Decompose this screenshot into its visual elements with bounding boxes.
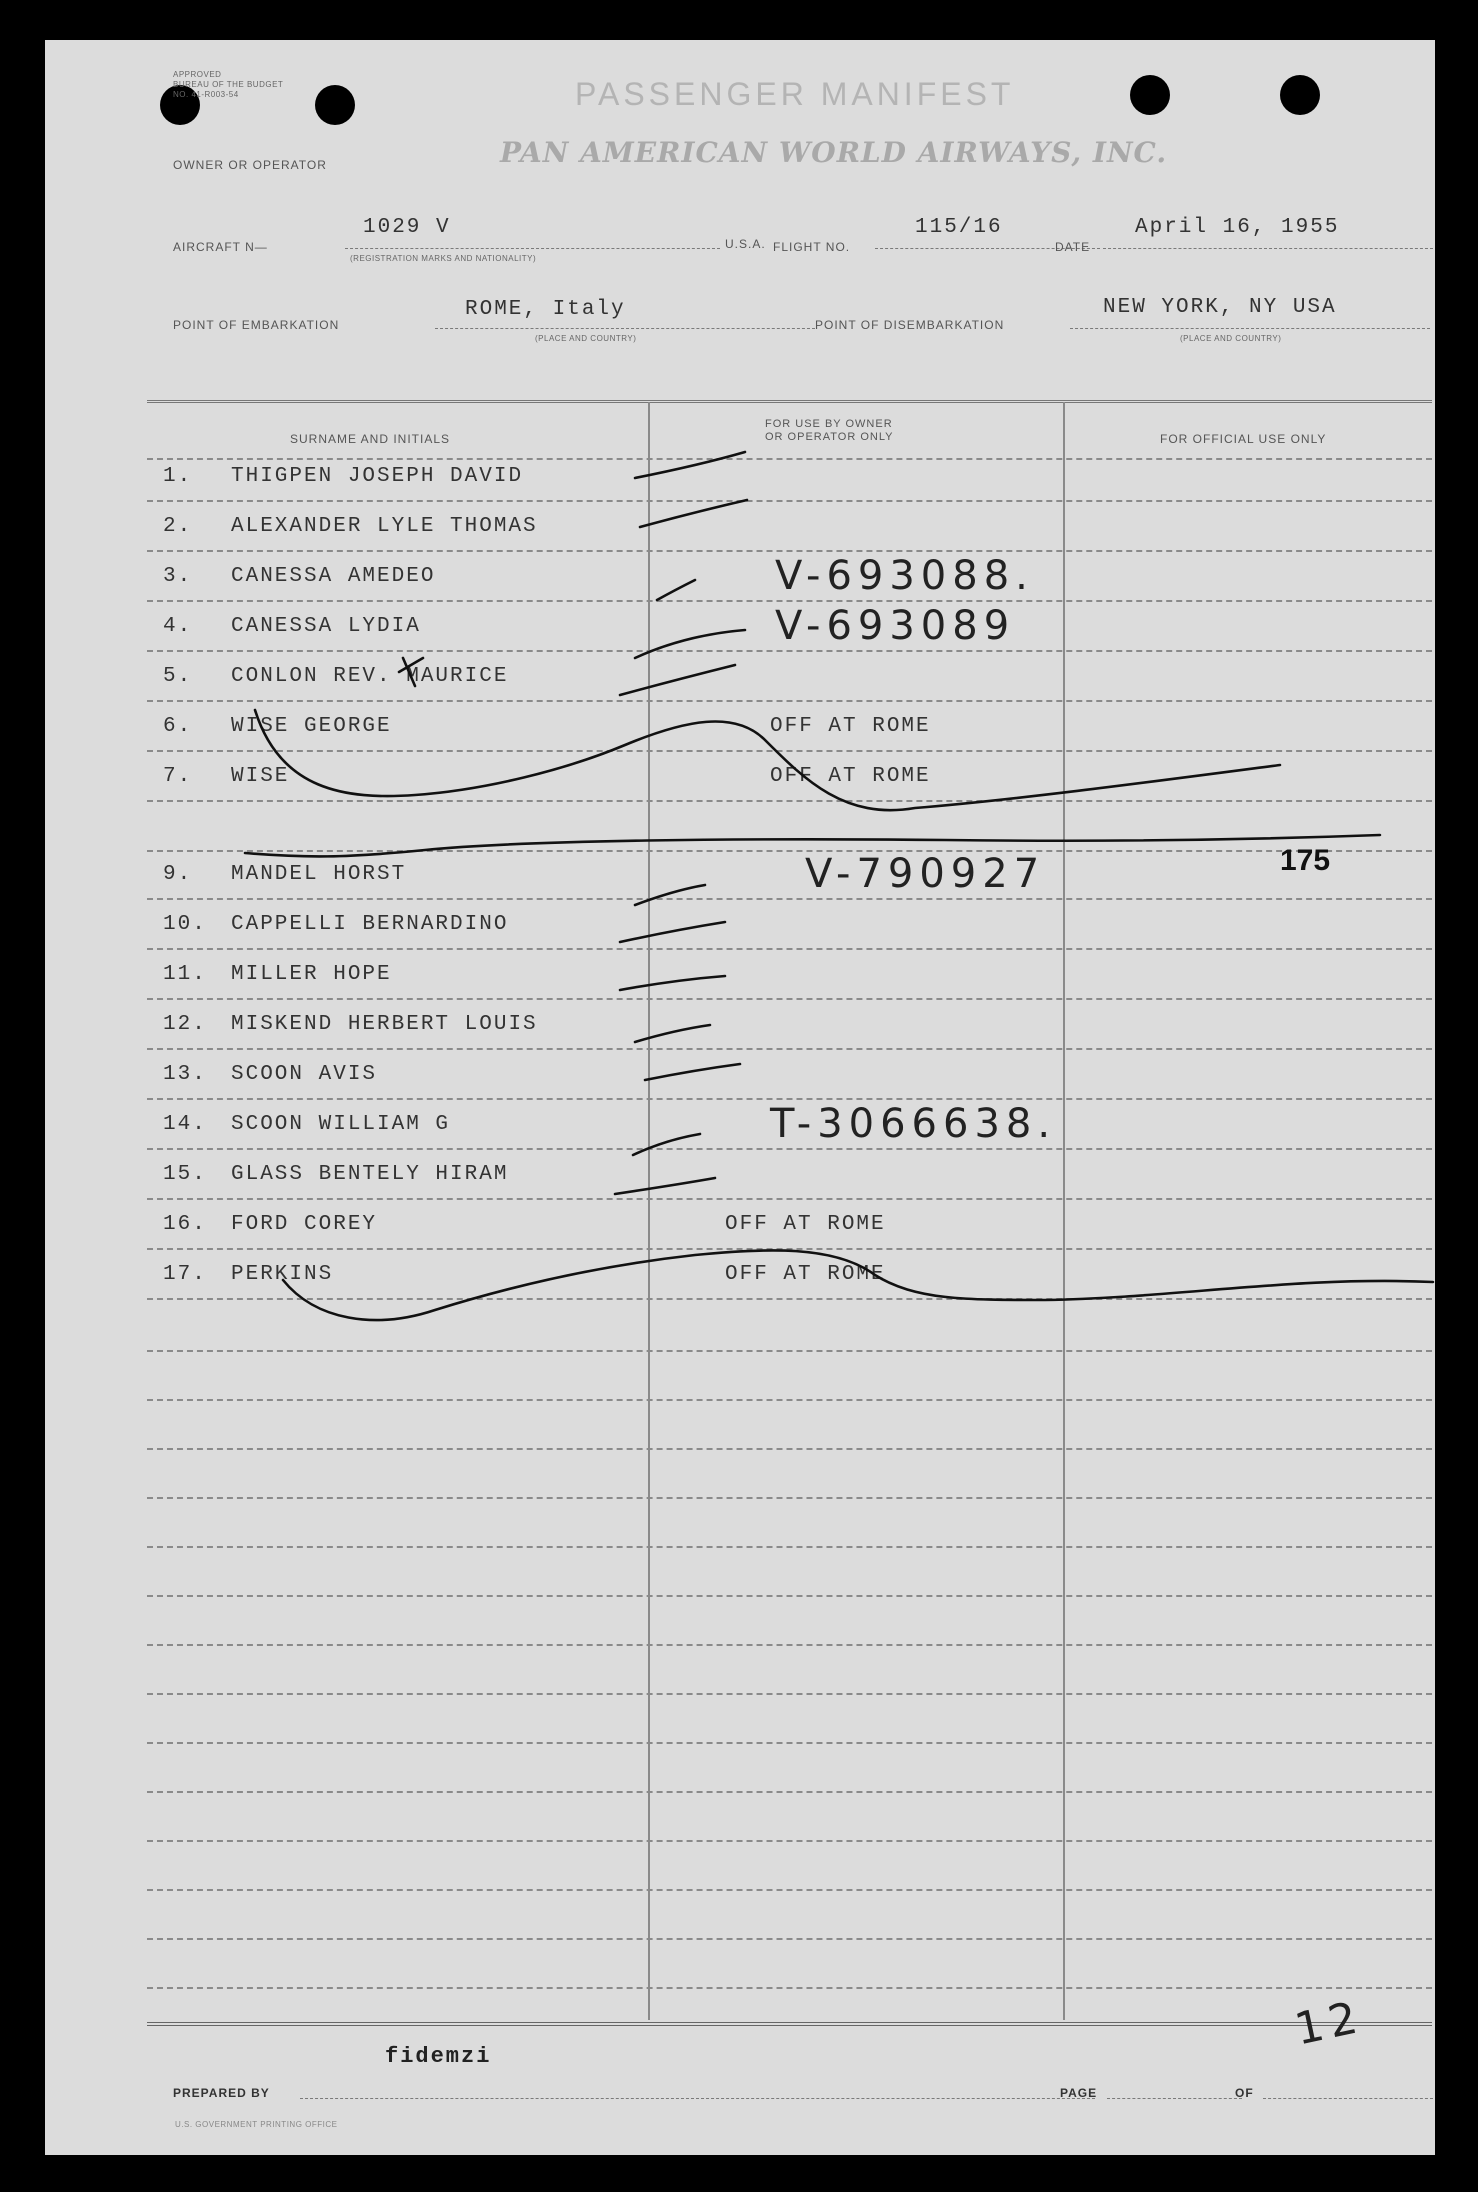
empty-row-rule	[147, 1742, 1432, 1744]
passenger-number: 6.	[163, 715, 193, 738]
tick-mark-10	[620, 922, 725, 942]
embarkation-value: ROME, Italy	[465, 298, 626, 321]
manifest-sheet	[45, 40, 1435, 2155]
row-rule	[147, 600, 1432, 602]
tick-mark-11	[620, 976, 725, 990]
empty-row-rule	[147, 1693, 1432, 1695]
date-value: April 16, 1955	[1135, 216, 1340, 239]
passenger-name: PERKINS	[231, 1263, 334, 1286]
date-label: DATE	[1055, 240, 1091, 254]
visa-number: V-693088.	[775, 553, 1034, 599]
count-175: 175	[1280, 844, 1331, 877]
passenger-name: MANDEL HORST	[231, 863, 407, 886]
passenger-name: SCOON WILLIAM G	[231, 1113, 451, 1136]
embarkation-underline	[435, 328, 815, 329]
passenger-number: 4.	[163, 615, 193, 638]
owner-value: PAN AMERICAN WORLD AIRWAYS, INC.	[500, 136, 1168, 169]
embarkation-note: (PLACE AND COUNTRY)	[535, 334, 637, 343]
row-rule	[147, 850, 1432, 852]
row-rule	[147, 948, 1432, 950]
stamp-line-2: BUREAU OF THE BUDGET	[173, 80, 284, 89]
visa-number: V-693089	[775, 603, 1016, 649]
operator-note: OFF AT ROME	[770, 715, 931, 738]
passenger-number: 14.	[163, 1113, 207, 1136]
passenger-number: 7.	[163, 765, 193, 788]
passenger-number: 11.	[163, 963, 207, 986]
row-rule	[147, 750, 1432, 752]
column-header-official: FOR OFFICIAL USE ONLY	[1160, 432, 1327, 446]
empty-row-rule	[147, 1350, 1432, 1352]
tick-mark-2	[640, 500, 747, 527]
passenger-name: MILLER HOPE	[231, 963, 392, 986]
column-header-operator-1: FOR USE BY OWNER	[765, 418, 893, 430]
tick-mark-12	[635, 1025, 710, 1042]
row-rule	[147, 1048, 1432, 1050]
empty-row-rule	[147, 1987, 1432, 1989]
of-label: OF	[1235, 2086, 1254, 2100]
disembarkation-note: (PLACE AND COUNTRY)	[1180, 334, 1282, 343]
empty-row-rule	[147, 1938, 1432, 1940]
passenger-name: WISE	[231, 765, 290, 788]
passenger-number: 16.	[163, 1213, 207, 1236]
aircraft-value: 1029 V	[363, 216, 451, 239]
punch-hole-4	[1280, 75, 1320, 115]
visa-number: V-790927	[805, 851, 1046, 897]
row-rule	[147, 1148, 1432, 1150]
row-rule	[147, 1248, 1432, 1250]
passenger-name: CAPPELLI BERNARDINO	[231, 913, 509, 936]
registration-note: (REGISTRATION MARKS AND NATIONALITY)	[350, 254, 537, 263]
passenger-number: 10.	[163, 913, 207, 936]
operator-note: OFF AT ROME	[725, 1263, 886, 1286]
passenger-number: 5.	[163, 665, 193, 688]
passenger-number: 3.	[163, 565, 193, 588]
strike-line-rows-6-7	[255, 710, 1280, 810]
visa-number: T-3066638.	[770, 1101, 1057, 1147]
disembarkation-underline	[1070, 328, 1430, 329]
aircraft-label: AIRCRAFT N—	[173, 240, 268, 254]
empty-row-rule	[147, 1546, 1432, 1548]
owner-label: OWNER OR OPERATOR	[173, 158, 327, 172]
row-rule	[147, 998, 1432, 1000]
operator-note: OFF AT ROME	[725, 1213, 886, 1236]
empty-row-rule	[147, 1840, 1432, 1842]
empty-row-rule	[147, 1791, 1432, 1793]
passenger-name: CANESSA AMEDEO	[231, 565, 436, 588]
flight-label: FLIGHT NO.	[773, 240, 851, 254]
passenger-name: MISKEND HERBERT LOUIS	[231, 1013, 538, 1036]
disembarkation-label: POINT OF DISEMBARKATION	[815, 318, 1005, 332]
column-header-surname: SURNAME AND INITIALS	[290, 432, 451, 446]
column-header-operator-2: OR OPERATOR ONLY	[765, 431, 894, 443]
passenger-number: 1.	[163, 465, 193, 488]
tick-mark-5	[620, 665, 735, 695]
passenger-number: 15.	[163, 1163, 207, 1186]
empty-row-rule	[147, 1497, 1432, 1499]
row-rule	[147, 700, 1432, 702]
empty-row-rule	[147, 1644, 1432, 1646]
column-divider-2	[1063, 402, 1065, 2020]
passenger-name: WISE GEORGE	[231, 715, 392, 738]
flight-value: 115/16	[915, 216, 1003, 239]
usa-label: U.S.A.	[725, 237, 766, 251]
table-bottom-rule	[147, 2022, 1432, 2026]
passenger-number: 2.	[163, 515, 193, 538]
punch-hole-2	[315, 85, 355, 125]
passenger-name: SCOON AVIS	[231, 1063, 378, 1086]
stamp-line-1: APPROVED	[173, 70, 222, 79]
header-rule	[147, 458, 1432, 460]
row-rule	[147, 898, 1432, 900]
tick-mark-1	[635, 452, 745, 478]
tick-mark-9	[635, 885, 705, 905]
empty-row-rule	[147, 1889, 1432, 1891]
row-rule	[147, 550, 1432, 552]
aircraft-underline	[345, 248, 720, 249]
empty-row-rule	[147, 1595, 1432, 1597]
passenger-number: 12.	[163, 1013, 207, 1036]
prepared-by-underline	[300, 2098, 1095, 2099]
passenger-name: THIGPEN JOSEPH DAVID	[231, 465, 524, 488]
operator-note: OFF AT ROME	[770, 765, 931, 788]
row-rule	[147, 1198, 1432, 1200]
page-label: PAGE	[1060, 2086, 1098, 2100]
printer-note: U.S. GOVERNMENT PRINTING OFFICE	[175, 2120, 338, 2129]
passenger-name: FORD COREY	[231, 1213, 378, 1236]
row-rule	[147, 500, 1432, 502]
row-rule	[147, 1098, 1432, 1100]
disembarkation-value: NEW YORK, NY USA	[1103, 296, 1337, 319]
passenger-number: 17.	[163, 1263, 207, 1286]
prepared-by-label: PREPARED BY	[173, 2086, 270, 2100]
form-title: PASSENGER MANIFEST	[575, 76, 1015, 112]
of-underline	[1263, 2098, 1433, 2099]
prepared-by-value: fidemzi	[385, 2044, 492, 2069]
passenger-name: CONLON REV. MAURICE	[231, 665, 509, 688]
tick-mark-14	[633, 1134, 700, 1155]
row-rule	[147, 800, 1432, 802]
punch-hole-3	[1130, 75, 1170, 115]
row-rule	[147, 1298, 1432, 1300]
row-rule	[147, 650, 1432, 652]
approval-stamp	[173, 70, 283, 100]
empty-row-rule	[147, 1399, 1432, 1401]
passenger-number: 13.	[163, 1063, 207, 1086]
tick-mark-13	[645, 1064, 740, 1080]
passenger-name: CANESSA LYDIA	[231, 615, 421, 638]
passenger-name: ALEXANDER LYLE THOMAS	[231, 515, 538, 538]
column-divider-1	[648, 402, 650, 2020]
passenger-number: 9.	[163, 863, 193, 886]
tick-mark-4	[635, 630, 745, 658]
page-underline	[1107, 2098, 1242, 2099]
embarkation-label: POINT OF EMBARKATION	[173, 318, 340, 332]
stamp-line-3: NO. 41-R003-54	[173, 90, 239, 99]
date-underline	[1103, 248, 1433, 249]
empty-row-rule	[147, 1448, 1432, 1450]
tick-mark-15	[615, 1178, 715, 1194]
passenger-name: GLASS BENTELY HIRAM	[231, 1163, 509, 1186]
table-top-rule	[147, 400, 1432, 403]
tick-mark-3	[657, 580, 695, 600]
page-mark-12: 12	[1290, 1991, 1368, 2056]
